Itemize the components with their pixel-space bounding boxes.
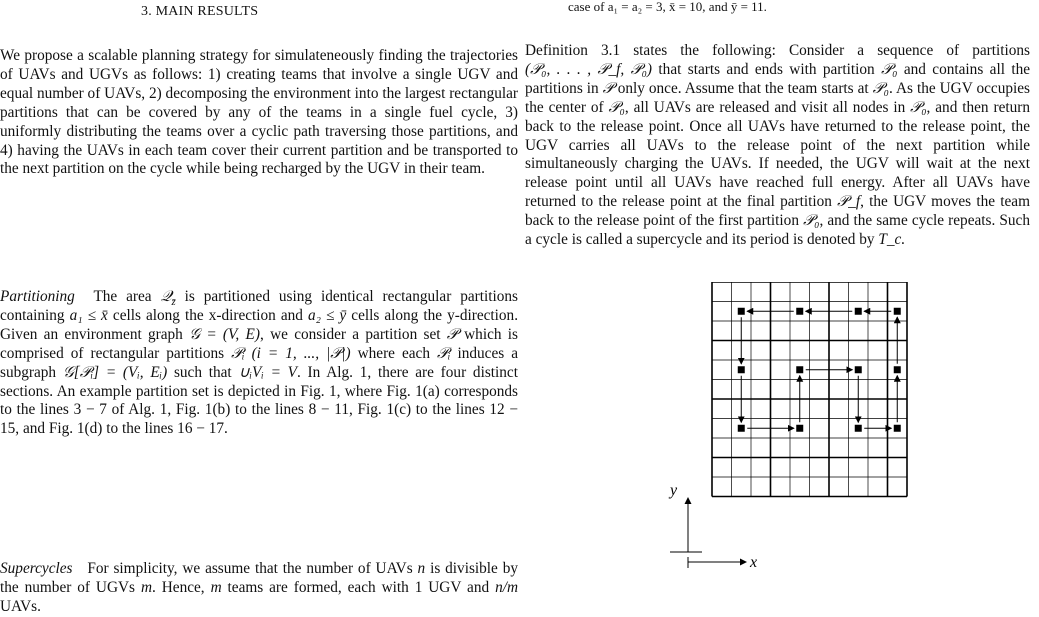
text: and contains all the partitions in <box>525 60 1031 97</box>
partition-center-node <box>738 308 745 315</box>
math: 𝒫ᵢ <box>231 344 245 362</box>
text: . In Alg. 1, there are four distinct sections. An example partition set is depicted in Fig. 1, where Fig. 1(a) corresponds to the lines 3 − 7 of Alg. 1, Fig. 1(b) to the lines 8 − 11, Fig. 1(c) to the lines 12 − 15, and Fig. 1(d) to the lines 16 − 17. <box>0 363 518 438</box>
text: . Hence, <box>152 578 205 596</box>
math: n <box>417 560 426 577</box>
text: where each <box>357 344 430 362</box>
text: , the UGV moves the team back to the release point of the first partition <box>525 193 1030 230</box>
text: only once. Assume that the team starts at <box>617 79 869 97</box>
text: The area <box>93 288 152 305</box>
intro-paragraph: We propose a scalable planning strategy for simulateneously finding the trajectories of UAVs and UGVs as follows: 1) creating teams that involve a single UGV and equal number of UAVs, 2) decomposing the environment into the largest rectangular partitions that can be covered by any of the teams in a single fuel cycle, 3) uniformly distributing the teams over a cyclic path traversing those partitions, and 4) having the UAVs in each team cover their current partition and be transported to the next partition on the cycle while being recharged by the UGV in their team. <box>0 47 518 178</box>
figure-caption-tail: case of a₁ = a₂ = 3, x̄ = 10, and ȳ = 11. <box>568 0 767 14</box>
partition-center-node <box>894 425 901 432</box>
math: a₁ ≤ x̄ <box>69 306 108 324</box>
math: n/m <box>495 578 519 596</box>
partition-center-node <box>894 366 901 373</box>
math: 𝒫 <box>602 79 614 97</box>
partition-center-node <box>855 425 862 432</box>
partitioning-paragraph <box>0 287 518 439</box>
text: that starts and ends with partition <box>658 60 875 78</box>
math: 𝒫₀ <box>872 79 889 97</box>
text: , we consider a partition set <box>259 325 441 343</box>
definition-paragraph <box>525 42 1030 250</box>
partition-center-node <box>796 366 803 373</box>
math: 𝒫₀ <box>803 212 820 230</box>
text: , and then return back to the release point. Once all UAVs have returned to the release point, the UGV carries all UAVs to the release point of the next partition while simultaneously charging the UAVs. If needed, the UGV will wait at the next release point until all UAVs have reached full energy. After all UAVs have returned to the release point at the final partition <box>525 98 1030 211</box>
partition-center-node <box>855 366 862 373</box>
axis-y-label: y <box>670 482 678 499</box>
text: For simplicity, we assume that the number of UAVs <box>87 560 413 577</box>
partition-center-node <box>796 308 803 315</box>
text: . As the UGV occupies the center of <box>525 79 1031 116</box>
math-area <box>160 287 176 309</box>
text: is partitioned using identical rectangular partitions containing <box>0 288 518 324</box>
partition-center-node <box>738 366 745 373</box>
text: , and the same cycle repeats. Such a cycle is called a supercycle and its period is denoted by <box>525 212 1030 249</box>
supercycles-heading: Supercycles <box>0 560 73 577</box>
text: cells along the y-direction. Given an environment graph <box>0 306 519 343</box>
text: teams are formed, each with 1 UGV and <box>227 578 490 596</box>
partition-center-node <box>855 308 862 315</box>
math: 𝒬 <box>160 287 172 305</box>
text: Definition 3.1 states the following: Consider a sequence of partitions <box>525 42 1030 59</box>
math-sub: z̄ <box>171 296 176 309</box>
math: 𝒫₀ <box>881 60 898 78</box>
text: is divisible by the number of UGVs <box>0 560 519 596</box>
math: 𝒢[𝒫ᵢ] = (Vᵢ, Eᵢ) <box>62 363 168 381</box>
math: (𝒫₀, . . . , 𝒫_f, 𝒫₀) <box>525 60 653 78</box>
math: 𝒫₀ <box>910 98 927 116</box>
arrows <box>741 311 897 428</box>
math: 𝒫_f <box>837 193 861 211</box>
partition-center-node <box>796 425 803 432</box>
text: which is comprised of rectangular partitions <box>0 325 519 362</box>
math: m <box>140 578 152 596</box>
math: T_c. <box>878 231 906 249</box>
partition-center-node <box>894 308 901 315</box>
supercycles-paragraph <box>0 560 518 617</box>
math: ∪ᵢVᵢ = V <box>238 363 297 381</box>
text: , all UAVs are released and visit all nodes in <box>624 98 906 116</box>
text: such that <box>173 363 232 381</box>
text: induces a subgraph <box>0 344 519 381</box>
partitioning-heading: Partitioning <box>0 288 75 305</box>
math: 𝒫ᵢ <box>437 344 451 362</box>
math: 𝒫 <box>446 325 458 343</box>
math: m <box>210 578 222 596</box>
text: cells along the x-direction and <box>112 306 303 324</box>
partition-figure <box>664 282 964 602</box>
math: 𝒫₀ <box>608 98 625 116</box>
math: a₂ ≤ ȳ <box>308 306 347 324</box>
partition-center-node <box>738 425 745 432</box>
axis-x-label: x <box>750 554 758 571</box>
section-title: 3. MAIN RESULTS <box>141 4 259 19</box>
math: 𝒢 = (V, E) <box>189 325 260 343</box>
figure-svg <box>664 282 964 602</box>
text: UAVs. <box>0 597 41 615</box>
math: (i = 1, ..., |𝒫|) <box>251 344 351 362</box>
